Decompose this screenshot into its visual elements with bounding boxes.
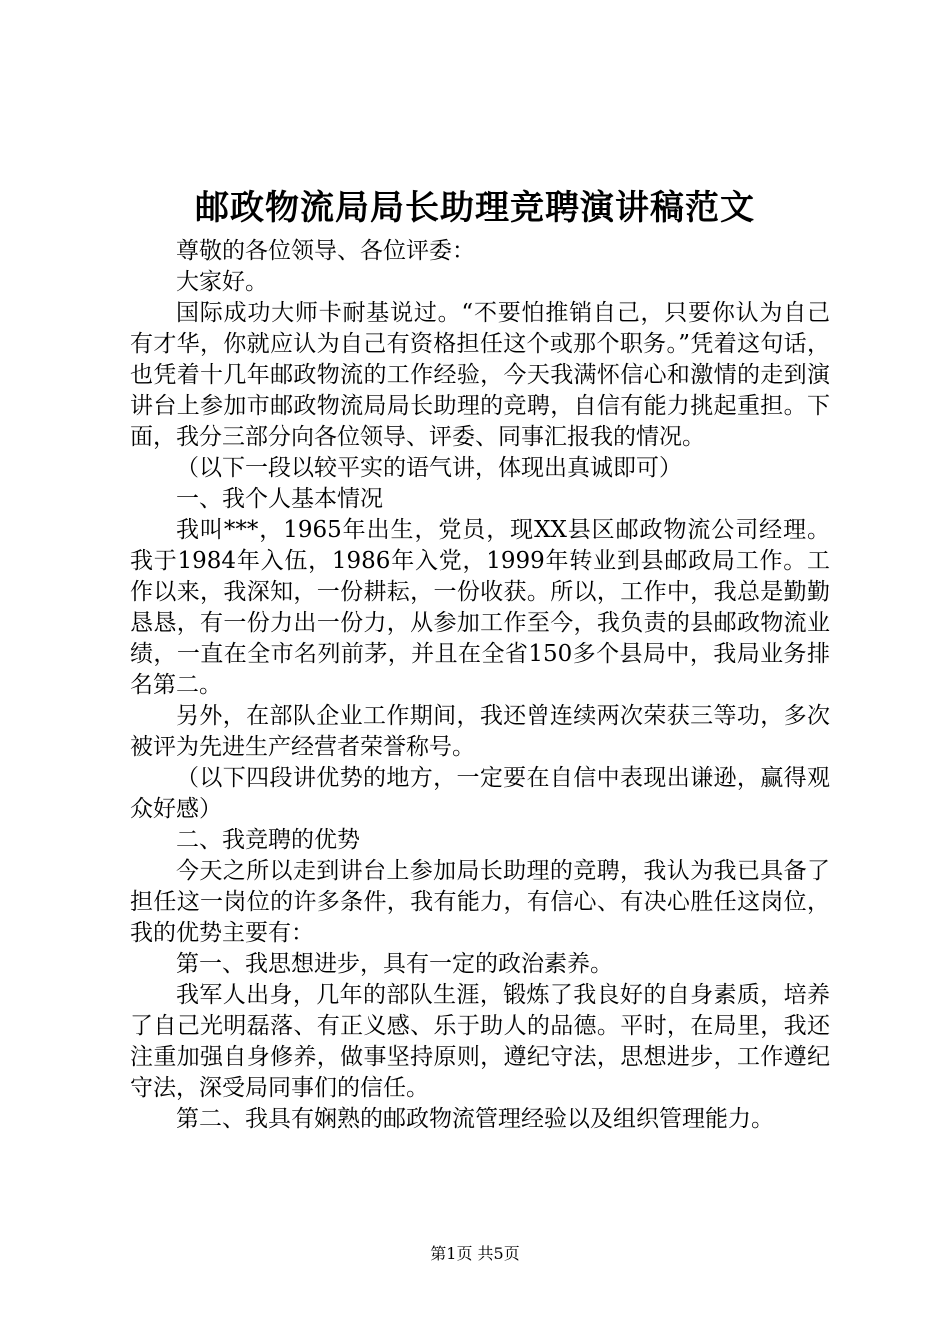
paragraph-note-2: （以下四段讲优势的地方，一定要在自信中表现出谦逊，赢得观众好感） <box>130 765 830 822</box>
page-footer: 第1页 共5页 <box>430 1244 520 1263</box>
document-body <box>130 236 830 1135</box>
section-heading-1: 一、我个人基本情况 <box>176 486 383 512</box>
document-title: 邮政物流局局长助理竞聘演讲稿范文 <box>195 188 755 228</box>
paragraph-honors: 另外，在部队企业工作期间，我还曾连续两次荣获三等功，多次被评为先进生产经营者荣誉称号。 <box>130 703 830 760</box>
paragraph-greeting: 大家好。 <box>176 269 268 295</box>
paragraph-salutation: 尊敬的各位领导、各位评委： <box>176 238 475 264</box>
section-heading-2: 二、我竞聘的优势 <box>176 827 360 853</box>
paragraph-intro: 国际成功大师卡耐基说过。“不要怕推销自己，只要你认为自己有才华，你就应认为自己有资格担任这个或那个职务。”凭着这句话，也凭着十几年邮政物流的工作经验，今天我满怀信心和激情的走到演讲台上参加市邮政物流局局长助理的竞聘，自信有能力挑起重担。下面，我分三部分向各位领导、评委、同事汇报我的情况。 <box>130 300 830 450</box>
paragraph-point-1-detail: 我军人出身，几年的部队生涯，锻炼了我良好的自身素质，培养了自己光明磊落、有正义感、乐于助人的品德。平时，在局里，我还注重加强自身修养，做事坚持原则，遵纪守法，思想进步，工作遵纪守法，深受局同事们的信任。 <box>130 982 830 1101</box>
paragraph-advantages-intro: 今天之所以走到讲台上参加局长助理的竞聘，我认为我已具备了担任这一岗位的许多条件，我有能力，有信心、有决心胜任这岗位，我的优势主要有： <box>130 858 830 946</box>
paragraph-point-2: 第二、我具有娴熟的邮政物流管理经验以及组织管理能力。 <box>176 1106 774 1132</box>
paragraph-note-1: （以下一段以较平实的语气讲，体现出真诚即可） <box>176 455 682 481</box>
paragraph-point-1: 第一、我思想进步，具有一定的政治素养。 <box>176 951 613 977</box>
paragraph-basic-info: 我叫***，1965年出生，党员，现XX县区邮政物流公司经理。我于1984年入伍，1986年入党，1999年转业到县邮政局工作。工作以来，我深知，一份耕耘，一份收获。所以，工作中，我总是勤勤恳恳，有一份力出一份力，从参加工作至今，我负责的县邮政物流业绩，一直在全市名列前茅，并且在全省150多个县局中，我局业务排名第二。 <box>130 517 830 698</box>
